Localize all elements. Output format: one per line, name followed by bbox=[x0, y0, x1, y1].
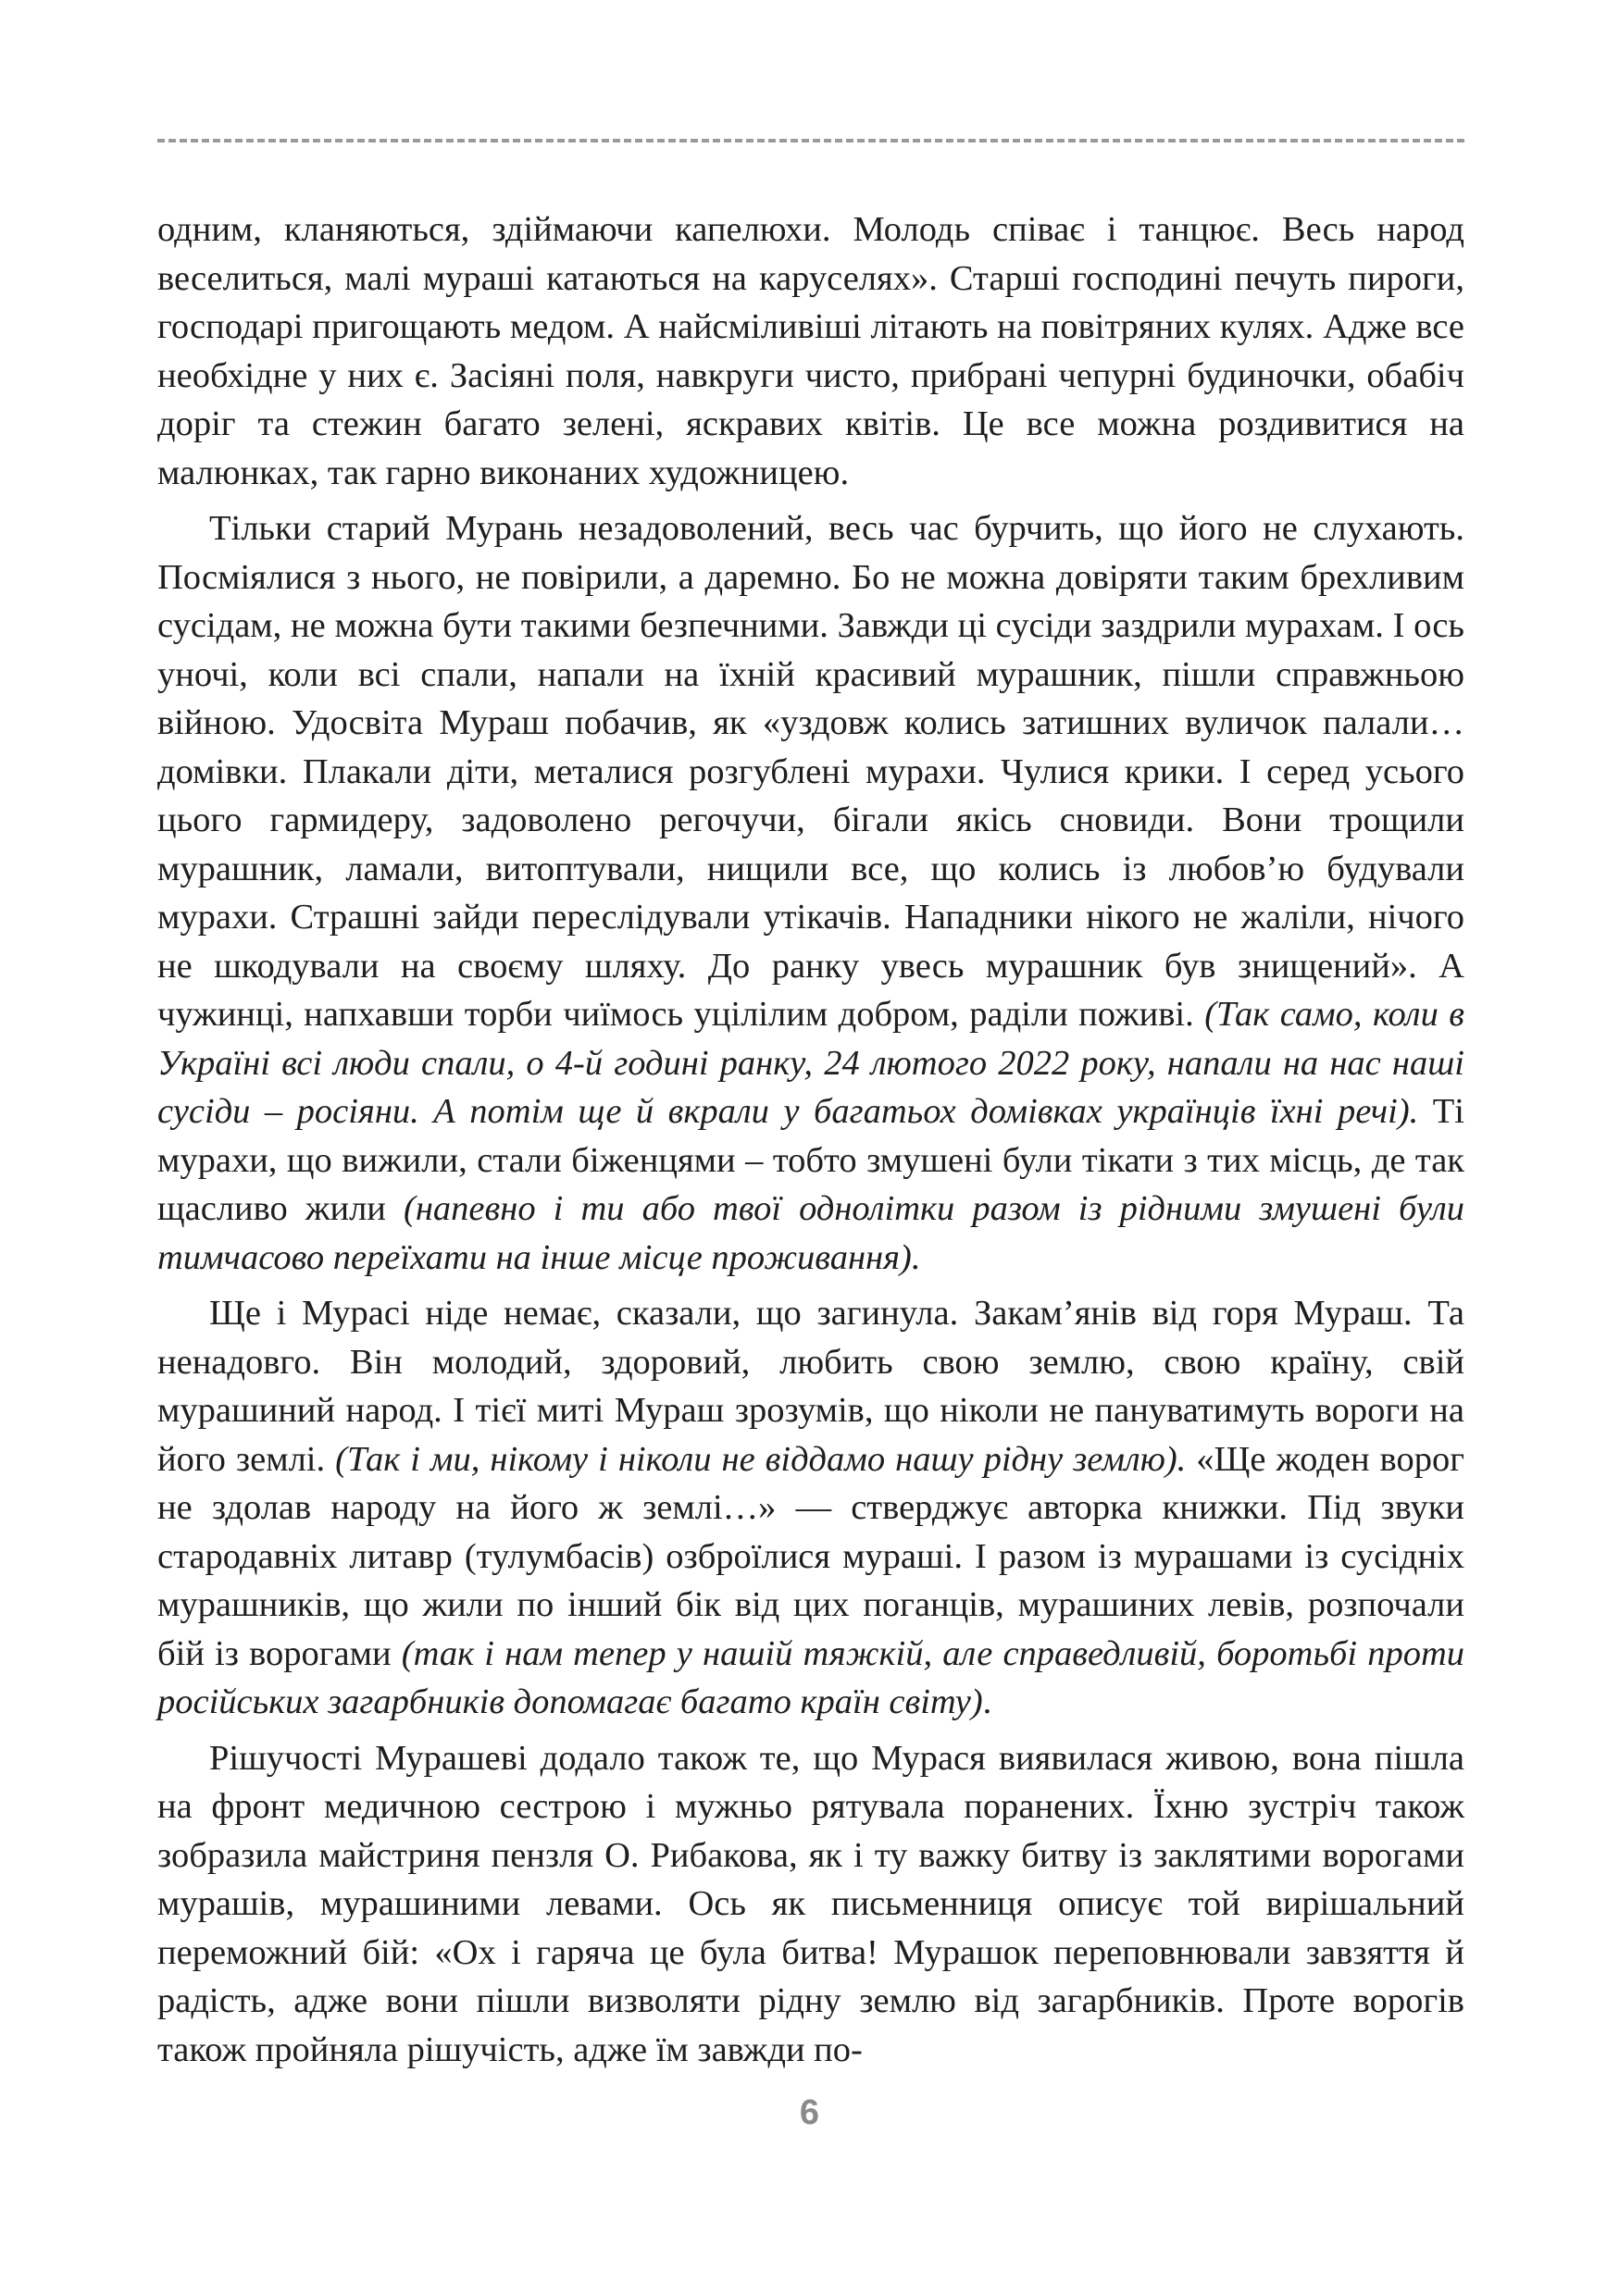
paragraph-4-text: Рішучості Мурашеві додало також те, що Мурася виявилася живою, вона пішла на фронт медичною сестрою і мужньо рятувала поранених. Їхню зустріч також зобразила майстриня пензля О. Рибакова, як і ту важку битву із заклятими ворогами мурашів, мурашиними левами. Ось як письменниця описує той вирішальний переможний бій: «Ох і гаряча це була битва! Мурашок переповнювали завзяття й радість, адже вони пішли визволяти рідну землю від загарбників. Проте ворогів також пройняла рішучість, адже їм завжди по- bbox=[157, 1738, 1464, 2069]
paragraph-3-text-3: . bbox=[982, 1682, 992, 1721]
paragraph-1 bbox=[157, 205, 1464, 497]
paragraph-3 bbox=[157, 1289, 1464, 1727]
paragraph-2-italic-note-2: (напевно і ти або твої однолітки разом із рідними змушені були тимчасово переїхати на інше місце проживання). bbox=[157, 1189, 1465, 1277]
paragraph-2-text-2: Ті мурахи, що вижили, стали біженцями – тобто змушені були тікати з тих місць, де так щасливо жили bbox=[157, 1092, 1464, 1228]
paragraph-4 bbox=[157, 1734, 1464, 2075]
page-number: 6 bbox=[799, 2093, 820, 2132]
paragraph-1-text: одним, кланяються, здіймаючи капелюхи. Молодь співає і танцює. Весь народ веселиться, малі мураші катаються на каруселях». Старші господині печуть пироги, господарі пригощають медом. А найсміливіші літають на повітряних кулях. Адже все необхідне у них є. Засіяні поля, навкруги чисто, прибрані чепурні будиночки, обабіч доріг та стежин багато зелені, яскравих квітів. Це все можна роздивитися на малюнках, так гарно виконаних художницею. bbox=[157, 210, 1464, 492]
paragraph-2-text: Тільки старий Мурань незадоволений, весь час бурчить, що його не слухають. Посміялися з нього, не повірили, а даремно. Бо не можна довіряти таким брехливим сусідам, не можна бути такими безпечними. Завжди ці сусіди заздрили мурахам. І ось уночі, коли всі спали, напали на їхній красивий мурашник, пішли справжньою війною. Удосвіта Мураш побачив, як «уздовж колись затишних вуличок палали… домівки. Плакали діти, металися розгублені мурахи. Чулися крики. І серед усього цього гармидеру, задоволено регочучи, бігали якісь сновиди. Вони трощили мурашник, ламали, витоптували, нищили все, що колись із любов’ю будували мурахи. Страшні зайди переслідували утікачів. Нападники нікого не жаліли, нічого не шкодували на своєму шляху. До ранку увесь мурашник був знищений». А чужинці, напхавши торби чиїмось уцілілим добром, раділи поживі. bbox=[157, 509, 1464, 1034]
page-body-text bbox=[157, 205, 1464, 2081]
paragraph-3-italic-note-2: (так і нам тепер у нашій тяжкій, але справедливій, боротьбі проти російських загарбників допомагає багато країн світу) bbox=[157, 1633, 1465, 1721]
paragraph-2 bbox=[157, 504, 1464, 1282]
paragraph-3-text-2: «Ще жоден ворог не здолав народу на його ж землі…» — стверджує авторка книжки. Під звуки стародавніх литавр (тулумбасів) озброїлися мураші. І разом із мурашами із сусідніх мурашників, що жили по інший бік від цих поганців, мурашиних левів, розпочали бій із ворогами bbox=[157, 1439, 1464, 1673]
paragraph-3-italic-note-1: (Так і ми, нікому і ніколи не віддамо нашу рідну землю). bbox=[335, 1439, 1187, 1479]
paragraph-2-italic-note-1: (Так само, коли в Україні всі люди спали, о 4-й годині ранку, 24 лютого 2022 року, напали на нас наші сусіди – росіяни. А потім ще й вкрали у багатьох домівках українців їхні речі). bbox=[157, 995, 1464, 1131]
top-dashed-rule bbox=[157, 139, 1464, 143]
paragraph-3-text: Ще і Мурасі ніде немає, сказали, що загинула. Закам’янів від горя Мураш. Та ненадовго. Він молодий, здоровий, любить свою землю, свою країну, свій мурашиний народ. І тієї миті Мураш зрозумів, що ніколи не пануватимуть вороги на його землі. bbox=[157, 1294, 1464, 1479]
